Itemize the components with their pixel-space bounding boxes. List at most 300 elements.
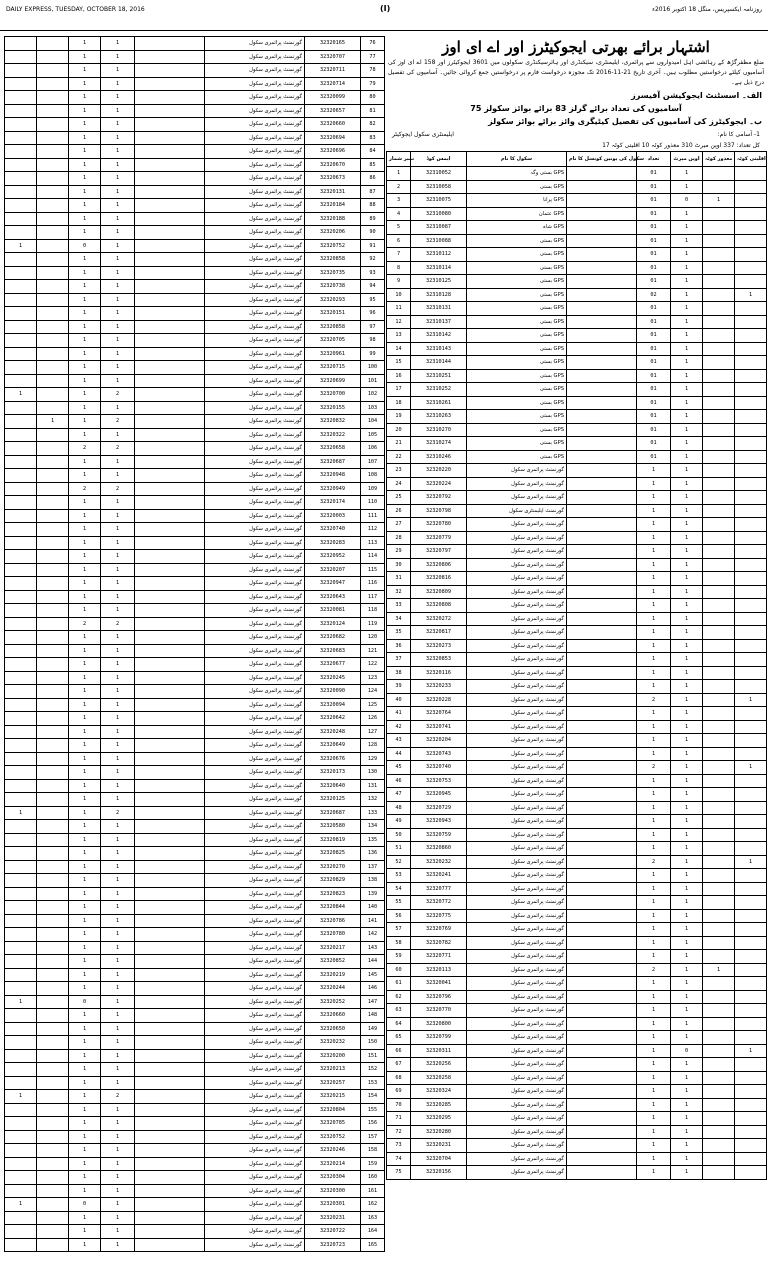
table-cell bbox=[5, 455, 37, 469]
table-row bbox=[387, 1058, 767, 1072]
table-cell bbox=[135, 1157, 205, 1171]
table-cell: 1 bbox=[101, 118, 135, 132]
table-cell bbox=[567, 288, 637, 302]
table-cell: 1 bbox=[671, 882, 703, 896]
table-row bbox=[387, 369, 767, 383]
table-cell: 1 bbox=[671, 693, 703, 707]
table-cell bbox=[37, 1090, 69, 1104]
table-row bbox=[5, 239, 385, 253]
table-cell: گورنمنٹ پرائمری سکول bbox=[205, 415, 305, 429]
table-cell bbox=[135, 1009, 205, 1023]
table-cell: 76 bbox=[361, 37, 385, 51]
table-row bbox=[5, 752, 385, 766]
table-cell: 63 bbox=[387, 1004, 411, 1018]
table-cell: 32320642 bbox=[305, 712, 361, 726]
table-cell bbox=[703, 923, 735, 937]
table-cell: 32320738 bbox=[305, 280, 361, 294]
table-cell: گورنمنٹ پرائمری سکول bbox=[205, 64, 305, 78]
table-cell bbox=[703, 680, 735, 694]
table-cell: 1 bbox=[101, 550, 135, 564]
table-cell: 88 bbox=[361, 199, 385, 213]
table-cell bbox=[735, 518, 767, 532]
table-cell: 1 bbox=[637, 1139, 671, 1153]
table-cell bbox=[567, 761, 637, 775]
table-cell bbox=[5, 644, 37, 658]
table-cell: 1 bbox=[101, 239, 135, 253]
table-row bbox=[5, 901, 385, 915]
table-cell bbox=[567, 788, 637, 802]
table-cell bbox=[735, 626, 767, 640]
table-cell: 1 bbox=[101, 1130, 135, 1144]
table-row bbox=[387, 896, 767, 910]
post-name: ایلیمنٹری سکول ایجوکیٹر bbox=[392, 131, 454, 138]
table-cell: گورنمنٹ پرائمری سکول bbox=[467, 869, 567, 883]
table-cell: 1 bbox=[703, 963, 735, 977]
table-cell bbox=[37, 266, 69, 280]
table-cell: 64 bbox=[387, 1017, 411, 1031]
table-cell: 110 bbox=[361, 496, 385, 510]
table-cell bbox=[567, 801, 637, 815]
table-cell bbox=[5, 712, 37, 726]
table-cell bbox=[37, 1184, 69, 1198]
table-cell: گورنمنٹ پرائمری سکول bbox=[467, 747, 567, 761]
table-row bbox=[387, 1031, 767, 1045]
table-cell bbox=[567, 1071, 637, 1085]
section-a-counts: آسامیوں کی تعداد برائے گرلز 83 برائے بوائز سکولز 75 bbox=[470, 104, 682, 113]
table-cell: 01 bbox=[637, 423, 671, 437]
table-cell: گورنمنٹ پرائمری سکول bbox=[467, 1166, 567, 1180]
table-cell: گورنمنٹ پرائمری سکول bbox=[205, 928, 305, 942]
table-row bbox=[387, 167, 767, 181]
table-cell: 01 bbox=[637, 450, 671, 464]
table-cell bbox=[735, 1166, 767, 1180]
table-cell: 120 bbox=[361, 631, 385, 645]
table-cell bbox=[135, 752, 205, 766]
table-cell bbox=[5, 266, 37, 280]
header-right: روزنامہ ایکسپریس، منگل 18 اکتوبر 2016ء bbox=[652, 6, 762, 13]
table-row bbox=[5, 995, 385, 1009]
table-cell: 7 bbox=[387, 248, 411, 262]
table-cell bbox=[703, 707, 735, 721]
table-cell: 1 bbox=[101, 766, 135, 780]
table-row bbox=[387, 504, 767, 518]
table-cell: گورنمنٹ پرائمری سکول bbox=[205, 1225, 305, 1239]
table-cell bbox=[703, 572, 735, 586]
table-row bbox=[387, 356, 767, 370]
table-cell: گورنمنٹ پرائمری سکول bbox=[467, 626, 567, 640]
table-cell: 1 bbox=[69, 725, 101, 739]
table-row bbox=[387, 383, 767, 397]
table-cell bbox=[135, 172, 205, 186]
table-cell: 32320743 bbox=[411, 747, 467, 761]
table-cell bbox=[703, 369, 735, 383]
table-cell: 4 bbox=[387, 207, 411, 221]
table-cell: 1 bbox=[101, 428, 135, 442]
table-cell: 1 bbox=[637, 936, 671, 950]
table-cell: 34 bbox=[387, 612, 411, 626]
table-row bbox=[387, 653, 767, 667]
table-row bbox=[5, 1130, 385, 1144]
table-cell bbox=[135, 1036, 205, 1050]
table-cell: 1 bbox=[671, 909, 703, 923]
table-cell bbox=[735, 747, 767, 761]
table-cell bbox=[703, 720, 735, 734]
table-cell: 1 bbox=[101, 820, 135, 834]
table-cell bbox=[703, 747, 735, 761]
table-cell: 1 bbox=[101, 739, 135, 753]
table-cell: 1 bbox=[671, 275, 703, 289]
table-row bbox=[5, 280, 385, 294]
table-cell: 1 bbox=[671, 1017, 703, 1031]
right-table-header-cell: نمبر شمار bbox=[387, 152, 411, 167]
table-cell: 1 bbox=[671, 923, 703, 937]
table-cell bbox=[135, 523, 205, 537]
table-cell: 27 bbox=[387, 518, 411, 532]
table-cell bbox=[5, 496, 37, 510]
table-cell: 32310142 bbox=[411, 329, 467, 343]
table-cell bbox=[135, 37, 205, 51]
table-cell bbox=[703, 491, 735, 505]
table-cell: گورنمنٹ پرائمری سکول bbox=[205, 1117, 305, 1131]
table-cell: گورنمنٹ پرائمری سکول bbox=[467, 1017, 567, 1031]
table-cell: 104 bbox=[361, 415, 385, 429]
table-cell: GPS بستی bbox=[467, 437, 567, 451]
table-cell: 32320676 bbox=[305, 752, 361, 766]
table-row bbox=[387, 612, 767, 626]
table-cell bbox=[735, 585, 767, 599]
table-cell: گورنمنٹ پرائمری سکول bbox=[467, 990, 567, 1004]
table-cell: 140 bbox=[361, 901, 385, 915]
table-cell: 31 bbox=[387, 572, 411, 586]
table-cell bbox=[37, 496, 69, 510]
table-cell: 1 bbox=[671, 747, 703, 761]
table-cell bbox=[135, 995, 205, 1009]
table-cell: 90 bbox=[361, 226, 385, 240]
table-cell: گورنمنٹ پرائمری سکول bbox=[205, 1171, 305, 1185]
table-row bbox=[5, 941, 385, 955]
table-cell: 1 bbox=[637, 1044, 671, 1058]
table-cell bbox=[703, 693, 735, 707]
table-cell: 152 bbox=[361, 1063, 385, 1077]
table-row bbox=[5, 1090, 385, 1104]
table-cell: 1 bbox=[101, 833, 135, 847]
table-cell bbox=[37, 401, 69, 415]
table-cell bbox=[37, 604, 69, 618]
table-cell bbox=[135, 658, 205, 672]
table-cell bbox=[567, 720, 637, 734]
table-cell: 11 bbox=[387, 302, 411, 316]
table-cell: 1 bbox=[671, 396, 703, 410]
table-cell: 32320215 bbox=[305, 1090, 361, 1104]
table-cell bbox=[567, 531, 637, 545]
table-cell bbox=[5, 577, 37, 591]
table-cell: گورنمنٹ پرائمری سکول bbox=[467, 1031, 567, 1045]
table-cell bbox=[5, 941, 37, 955]
table-cell: گورنمنٹ پرائمری سکول bbox=[467, 653, 567, 667]
table-cell: 149 bbox=[361, 1022, 385, 1036]
table-cell bbox=[703, 599, 735, 613]
table-cell bbox=[37, 509, 69, 523]
table-cell: 32320228 bbox=[411, 693, 467, 707]
table-cell bbox=[567, 207, 637, 221]
table-cell: 1 bbox=[637, 990, 671, 1004]
table-cell: 164 bbox=[361, 1225, 385, 1239]
table-cell: 94 bbox=[361, 280, 385, 294]
table-cell: 1 bbox=[69, 428, 101, 442]
table-row bbox=[5, 739, 385, 753]
table-cell: گورنمنٹ پرائمری سکول bbox=[205, 874, 305, 888]
table-cell: 86 bbox=[361, 172, 385, 186]
table-cell: 69 bbox=[387, 1085, 411, 1099]
table-cell: 1 bbox=[69, 887, 101, 901]
table-cell bbox=[703, 1125, 735, 1139]
table-cell bbox=[5, 145, 37, 159]
table-cell: 1 bbox=[637, 923, 671, 937]
table-row bbox=[5, 469, 385, 483]
table-cell: گورنمنٹ پرائمری سکول bbox=[205, 212, 305, 226]
table-row bbox=[387, 477, 767, 491]
table-row bbox=[5, 847, 385, 861]
table-row bbox=[5, 1036, 385, 1050]
table-cell bbox=[567, 383, 637, 397]
table-cell bbox=[703, 450, 735, 464]
table-cell: گورنمنٹ پرائمری سکول bbox=[467, 693, 567, 707]
table-row bbox=[5, 1076, 385, 1090]
table-cell: 1 bbox=[69, 1036, 101, 1050]
table-row bbox=[5, 1184, 385, 1198]
table-cell: 14 bbox=[387, 342, 411, 356]
table-cell bbox=[703, 477, 735, 491]
table-cell: 48 bbox=[387, 801, 411, 815]
table-cell bbox=[5, 374, 37, 388]
table-cell: 32320799 bbox=[411, 1031, 467, 1045]
table-cell: 32320770 bbox=[411, 1004, 467, 1018]
table-cell: 153 bbox=[361, 1076, 385, 1090]
table-cell: 77 bbox=[361, 50, 385, 64]
table-cell bbox=[735, 207, 767, 221]
table-cell bbox=[735, 950, 767, 964]
table-cell: GPS بستی bbox=[467, 329, 567, 343]
table-cell: گورنمنٹ پرائمری سکول bbox=[467, 882, 567, 896]
table-cell bbox=[735, 909, 767, 923]
table-row bbox=[387, 1071, 767, 1085]
table-cell bbox=[703, 734, 735, 748]
table-cell bbox=[37, 226, 69, 240]
table-cell bbox=[37, 941, 69, 955]
table-cell: 32320272 bbox=[411, 612, 467, 626]
table-cell bbox=[5, 212, 37, 226]
table-row bbox=[5, 442, 385, 456]
table-cell: گورنمنٹ پرائمری سکول bbox=[205, 1103, 305, 1117]
table-cell bbox=[567, 707, 637, 721]
table-cell bbox=[567, 491, 637, 505]
table-cell bbox=[135, 1184, 205, 1198]
table-cell bbox=[567, 977, 637, 991]
table-cell: GPS بستی bbox=[467, 369, 567, 383]
table-cell: 1 bbox=[69, 118, 101, 132]
table-cell: 32320241 bbox=[411, 869, 467, 883]
table-cell bbox=[135, 833, 205, 847]
table-cell: گورنمنٹ پرائمری سکول bbox=[467, 707, 567, 721]
table-cell: 81 bbox=[361, 104, 385, 118]
table-cell: 142 bbox=[361, 928, 385, 942]
table-cell: 32320677 bbox=[305, 658, 361, 672]
table-cell: 32320231 bbox=[305, 1211, 361, 1225]
table-cell bbox=[37, 1238, 69, 1252]
table-cell: 1 bbox=[101, 1076, 135, 1090]
table-cell: 32320947 bbox=[305, 577, 361, 591]
table-cell bbox=[5, 158, 37, 172]
table-cell: GPS بستی bbox=[467, 423, 567, 437]
table-row bbox=[5, 253, 385, 267]
table-cell bbox=[5, 901, 37, 915]
table-cell: 0 bbox=[69, 995, 101, 1009]
table-cell: 80 bbox=[361, 91, 385, 105]
table-cell bbox=[37, 1157, 69, 1171]
table-cell: 1 bbox=[671, 666, 703, 680]
table-cell: گورنمنٹ پرائمری سکول bbox=[205, 482, 305, 496]
table-cell: گورنمنٹ پرائمری سکول bbox=[467, 720, 567, 734]
table-cell: گورنمنٹ پرائمری سکول bbox=[205, 1009, 305, 1023]
table-cell: 1 bbox=[101, 1238, 135, 1252]
table-cell: 96 bbox=[361, 307, 385, 321]
table-cell bbox=[5, 766, 37, 780]
table-cell: 1 bbox=[671, 329, 703, 343]
table-cell: 1 bbox=[637, 774, 671, 788]
table-cell: 1 bbox=[69, 955, 101, 969]
table-cell bbox=[37, 1022, 69, 1036]
table-cell bbox=[5, 1130, 37, 1144]
table-cell: 32320683 bbox=[305, 644, 361, 658]
table-cell: 32320293 bbox=[305, 293, 361, 307]
table-cell: 1 bbox=[101, 199, 135, 213]
table-cell bbox=[703, 1044, 735, 1058]
table-cell: 32320217 bbox=[305, 941, 361, 955]
table-cell: 92 bbox=[361, 253, 385, 267]
table-cell: 1 bbox=[671, 653, 703, 667]
table-cell: 84 bbox=[361, 145, 385, 159]
table-cell bbox=[703, 288, 735, 302]
table-cell: 1 bbox=[671, 558, 703, 572]
table-cell: 1 bbox=[637, 977, 671, 991]
table-cell: 1 bbox=[69, 266, 101, 280]
table-cell: 32320852 bbox=[305, 955, 361, 969]
table-cell bbox=[703, 329, 735, 343]
table-cell: 01 bbox=[637, 369, 671, 383]
table-cell bbox=[135, 361, 205, 375]
table-cell: 32320206 bbox=[305, 226, 361, 240]
table-cell bbox=[135, 334, 205, 348]
table-row bbox=[387, 1004, 767, 1018]
table-cell: 93 bbox=[361, 266, 385, 280]
table-cell: 1 bbox=[5, 388, 37, 402]
table-cell bbox=[5, 428, 37, 442]
table-cell: 37 bbox=[387, 653, 411, 667]
table-cell bbox=[5, 955, 37, 969]
table-cell: 1 bbox=[703, 194, 735, 208]
table-cell: گورنمنٹ پرائمری سکول bbox=[467, 639, 567, 653]
table-cell: گورنمنٹ پرائمری سکول bbox=[205, 604, 305, 618]
table-cell: 95 bbox=[361, 293, 385, 307]
table-cell bbox=[703, 990, 735, 1004]
table-cell: GPS بستی bbox=[467, 383, 567, 397]
table-cell: 1 bbox=[637, 950, 671, 964]
table-cell: گورنمنٹ پرائمری سکول bbox=[205, 239, 305, 253]
table-cell: GPS شاہ bbox=[467, 221, 567, 235]
table-cell bbox=[703, 248, 735, 262]
table-cell: 1 bbox=[69, 698, 101, 712]
table-cell: 1 bbox=[637, 612, 671, 626]
table-cell bbox=[135, 469, 205, 483]
table-cell bbox=[735, 653, 767, 667]
table-cell bbox=[37, 1198, 69, 1212]
table-cell: 32320304 bbox=[305, 1171, 361, 1185]
table-cell: 118 bbox=[361, 604, 385, 618]
table-cell: 32320858 bbox=[305, 253, 361, 267]
table-cell: 32320707 bbox=[305, 50, 361, 64]
table-cell: گورنمنٹ پرائمری سکول bbox=[467, 761, 567, 775]
table-cell: 36 bbox=[387, 639, 411, 653]
table-cell: 1 bbox=[101, 334, 135, 348]
table-row bbox=[387, 950, 767, 964]
table-cell: 1 bbox=[69, 50, 101, 64]
table-cell bbox=[37, 766, 69, 780]
table-cell: 32310087 bbox=[411, 221, 467, 235]
table-row bbox=[5, 320, 385, 334]
table-cell bbox=[37, 1211, 69, 1225]
table-cell bbox=[135, 415, 205, 429]
table-row bbox=[387, 1139, 767, 1153]
table-row bbox=[5, 725, 385, 739]
table-cell bbox=[567, 342, 637, 356]
table-cell bbox=[37, 820, 69, 834]
table-cell: 32320860 bbox=[411, 842, 467, 856]
table-cell bbox=[135, 685, 205, 699]
table-cell bbox=[5, 104, 37, 118]
table-cell bbox=[135, 644, 205, 658]
table-cell bbox=[567, 1085, 637, 1099]
table-cell: 1 bbox=[69, 631, 101, 645]
table-cell bbox=[5, 523, 37, 537]
table-cell bbox=[5, 631, 37, 645]
table-cell: گورنمنٹ پرائمری سکول bbox=[467, 599, 567, 613]
table-cell: 32 bbox=[387, 585, 411, 599]
table-cell: گورنمنٹ پرائمری سکول bbox=[205, 226, 305, 240]
table-cell bbox=[37, 118, 69, 132]
table-cell: 65 bbox=[387, 1031, 411, 1045]
table-cell: 1 bbox=[101, 401, 135, 415]
table-cell bbox=[37, 1171, 69, 1185]
table-cell: 01 bbox=[637, 342, 671, 356]
table-cell: 16 bbox=[387, 369, 411, 383]
table-cell: 2 bbox=[101, 617, 135, 631]
table-cell: 1 bbox=[101, 1117, 135, 1131]
table-cell: 49 bbox=[387, 815, 411, 829]
table-cell: گورنمنٹ پرائمری سکول bbox=[205, 509, 305, 523]
table-cell bbox=[5, 752, 37, 766]
table-cell: 1 bbox=[101, 496, 135, 510]
table-cell: 32320204 bbox=[411, 734, 467, 748]
table-cell bbox=[567, 963, 637, 977]
table-cell: 1 bbox=[637, 653, 671, 667]
table-cell bbox=[135, 347, 205, 361]
table-cell bbox=[5, 739, 37, 753]
table-row bbox=[5, 698, 385, 712]
table-cell: 123 bbox=[361, 671, 385, 685]
table-cell: 1 bbox=[69, 874, 101, 888]
table-row bbox=[5, 1049, 385, 1063]
table-cell: 156 bbox=[361, 1117, 385, 1131]
